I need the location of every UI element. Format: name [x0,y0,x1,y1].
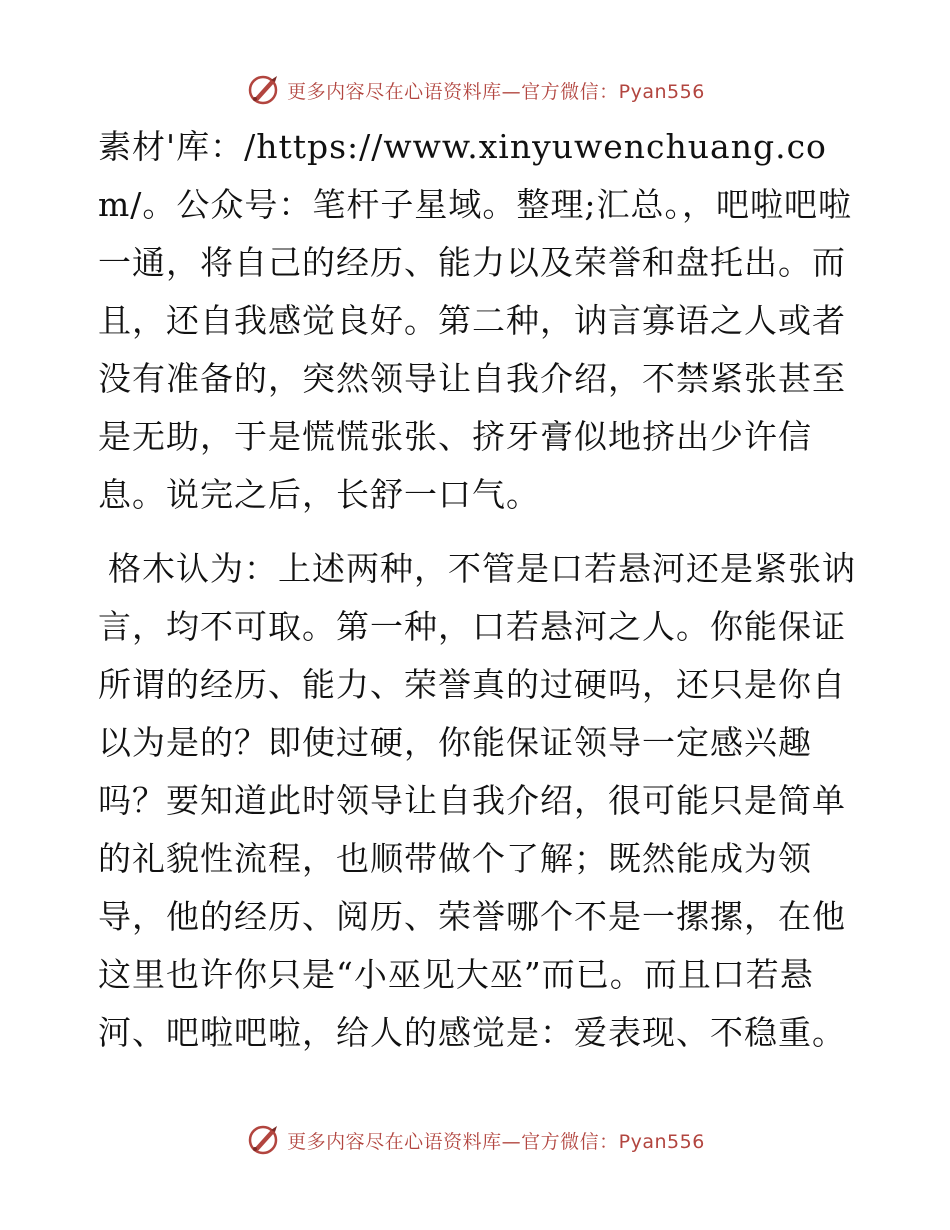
header-banner [0,70,950,110]
footer-banner-text: 更多内容尽在心语资料库—官方微信：Pyan556 [287,1130,705,1153]
footer-banner [0,1120,950,1160]
document-body [98,118,858,1062]
paragraph-2: 格木认为：上述两种，不管是口若悬河还是紧张讷言，均不可取。第一种，口若悬河之人。你能保证所谓的经历、能力、荣誉真的过硬吗，还只是你自以为是的？即使过硬，你能保证领导一定感兴趣吗？要知道此时领导让自我介绍，很可能只是简单的礼貌性流程，也顺带做个了解；既然能成为领导，他的经历、阅历、荣誉哪个不是一摞摞，在他这里也许你只是“小巫见大巫”而已。而且口若悬河、吧啦吧啦，给人的感觉是：爱表现、不稳重。 [98,549,856,1052]
header-banner-text: 更多内容尽在心语资料库—官方微信：Pyan556 [287,80,705,103]
paragraph-1: 素材'库：/https://www.xinyuwenchuang.com/。公众号：笔杆子星域。整理;汇总。，吧啦吧啦一通，将自己的经历、能力以及荣誉和盘托出。而且，还自我感觉良好。第二种，讷言寡语之人或者没有准备的，突然领导让自我介绍，不禁紧张甚至是无助，于是慌慌张张、挤牙膏似地挤出少许信息。说完之后，长舒一口气。 [98,127,853,514]
brush-pen-logo-icon [245,72,281,108]
brush-pen-logo-icon [245,1122,281,1158]
